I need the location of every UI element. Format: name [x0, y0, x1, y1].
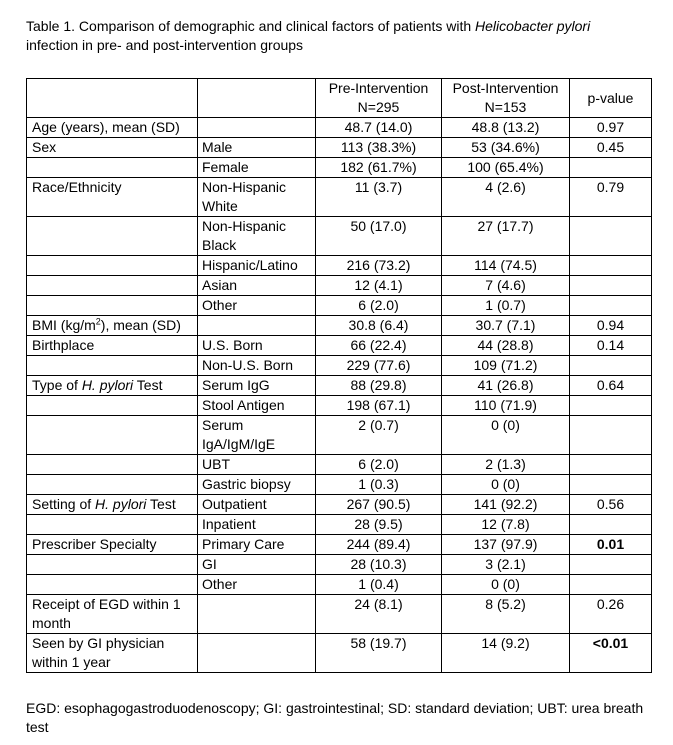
- table-row: [27, 356, 652, 376]
- pvalue-cell: 0.01: [570, 535, 652, 555]
- pvalue-cell: 0.45: [570, 138, 652, 158]
- table-row: [27, 376, 652, 396]
- pre-intervention-cell: 244 (89.4): [316, 535, 442, 555]
- factor-cell: [27, 276, 198, 296]
- pvalue-cell: [570, 217, 652, 256]
- table-row: [27, 336, 652, 356]
- pre-intervention-cell: 216 (73.2): [316, 256, 442, 276]
- table-row: [27, 256, 652, 276]
- post-intervention-cell: 0 (0): [442, 575, 570, 595]
- pre-intervention-cell: 1 (0.4): [316, 575, 442, 595]
- factor-cell: Sex: [27, 138, 198, 158]
- factor-cell: Race/Ethnicity: [27, 178, 198, 217]
- level-cell: [198, 316, 316, 336]
- level-cell: Gastric biopsy: [198, 475, 316, 495]
- table-row: [27, 118, 652, 138]
- pre-intervention-cell: 58 (19.7): [316, 634, 442, 673]
- factor-cell: [27, 256, 198, 276]
- table-row: [27, 575, 652, 595]
- pre-intervention-cell: 6 (2.0): [316, 296, 442, 316]
- table-footnote: EGD: esophagogastroduodenoscopy; GI: gastrointestinal; SD: standard deviation; UBT: urea breath test: [26, 700, 644, 735]
- post-intervention-cell: 7 (4.6): [442, 276, 570, 296]
- caption-prefix: Table 1. Comparison of demographic and clinical factors of patients with: [26, 18, 476, 34]
- pvalue-cell: [570, 276, 652, 296]
- pre-intervention-cell: 267 (90.5): [316, 495, 442, 515]
- factor-cell: [27, 416, 198, 455]
- pre-intervention-cell: 66 (22.4): [316, 336, 442, 356]
- factor-cell: Receipt of EGD within 1 month: [27, 595, 198, 634]
- level-cell: Inpatient: [198, 515, 316, 535]
- pvalue-cell: 0.94: [570, 316, 652, 336]
- table-row: [27, 555, 652, 575]
- post-intervention-cell: 2 (1.3): [442, 455, 570, 475]
- pvalue-cell: [570, 158, 652, 178]
- header-pre-intervention: [316, 79, 442, 118]
- post-intervention-cell: 48.8 (13.2): [442, 118, 570, 138]
- pvalue-cell: 0.64: [570, 376, 652, 396]
- factor-cell: Age (years), mean (SD): [27, 118, 198, 138]
- pvalue-cell: [570, 356, 652, 376]
- post-intervention-cell: 0 (0): [442, 416, 570, 455]
- post-intervention-cell: 14 (9.2): [442, 634, 570, 673]
- table-caption: [26, 17, 656, 55]
- factor-cell: [27, 158, 198, 178]
- level-cell: Non-Hispanic White: [198, 178, 316, 217]
- level-cell: GI: [198, 555, 316, 575]
- pre-intervention-cell: 113 (38.3%): [316, 138, 442, 158]
- level-cell: Other: [198, 296, 316, 316]
- pvalue-cell: [570, 515, 652, 535]
- table-row: [27, 475, 652, 495]
- post-intervention-cell: 12 (7.8): [442, 515, 570, 535]
- level-cell: Male: [198, 138, 316, 158]
- pre-intervention-cell: 11 (3.7): [316, 178, 442, 217]
- pre-intervention-cell: 50 (17.0): [316, 217, 442, 256]
- post-intervention-cell: 41 (26.8): [442, 376, 570, 396]
- factor-cell: [27, 356, 198, 376]
- table-row: [27, 178, 652, 217]
- level-cell: [198, 595, 316, 634]
- post-intervention-cell: 3 (2.1): [442, 555, 570, 575]
- pvalue-cell: [570, 416, 652, 455]
- comparison-table: [26, 78, 652, 673]
- pre-intervention-cell: 30.8 (6.4): [316, 316, 442, 336]
- post-intervention-cell: 27 (17.7): [442, 217, 570, 256]
- header-pvalue: p-value: [570, 79, 652, 118]
- pre-intervention-cell: 2 (0.7): [316, 416, 442, 455]
- table-row: [27, 515, 652, 535]
- level-cell: Outpatient: [198, 495, 316, 515]
- header-post-n: N=153: [484, 99, 527, 115]
- header-post-intervention: [442, 79, 570, 118]
- factor-cell: [27, 575, 198, 595]
- table-row: [27, 396, 652, 416]
- level-cell: Serum IgG: [198, 376, 316, 396]
- pre-intervention-cell: 1 (0.3): [316, 475, 442, 495]
- pvalue-cell: [570, 555, 652, 575]
- factor-cell: Type of H. pylori Test: [27, 376, 198, 396]
- pvalue-cell: 0.79: [570, 178, 652, 217]
- level-cell: [198, 118, 316, 138]
- pre-intervention-cell: 12 (4.1): [316, 276, 442, 296]
- pvalue-cell: 0.14: [570, 336, 652, 356]
- pre-intervention-cell: 182 (61.7%): [316, 158, 442, 178]
- factor-cell: [27, 217, 198, 256]
- pvalue-cell: [570, 475, 652, 495]
- post-intervention-cell: 110 (71.9): [442, 396, 570, 416]
- level-cell: Other: [198, 575, 316, 595]
- factor-cell: [27, 296, 198, 316]
- pre-intervention-cell: 28 (9.5): [316, 515, 442, 535]
- pvalue-cell: [570, 296, 652, 316]
- level-cell: Primary Care: [198, 535, 316, 555]
- pvalue-cell: 0.56: [570, 495, 652, 515]
- pvalue-cell: <0.01: [570, 634, 652, 673]
- pre-intervention-cell: 28 (10.3): [316, 555, 442, 575]
- level-cell: Hispanic/Latino: [198, 256, 316, 276]
- header-factor-cell: [27, 79, 198, 118]
- table-row: [27, 217, 652, 256]
- post-intervention-cell: 4 (2.6): [442, 178, 570, 217]
- level-cell: Female: [198, 158, 316, 178]
- factor-cell: BMI $(kg/m^2)$, mean (SD): [27, 316, 198, 336]
- table-row: [27, 416, 652, 455]
- post-intervention-cell: 8 (5.2): [442, 595, 570, 634]
- pre-intervention-cell: 198 (67.1): [316, 396, 442, 416]
- factor-cell: [27, 475, 198, 495]
- header-level-cell: [198, 79, 316, 118]
- pre-intervention-cell: 48.7 (14.0): [316, 118, 442, 138]
- pre-intervention-cell: 24 (8.1): [316, 595, 442, 634]
- table-row: [27, 276, 652, 296]
- factor-cell: [27, 555, 198, 575]
- post-intervention-cell: 100 (65.4%): [442, 158, 570, 178]
- factor-cell: [27, 515, 198, 535]
- table-row: [27, 158, 652, 178]
- pvalue-cell: [570, 455, 652, 475]
- table-row: [27, 495, 652, 515]
- post-intervention-cell: 109 (71.2): [442, 356, 570, 376]
- post-intervention-cell: 30.7 (7.1): [442, 316, 570, 336]
- level-cell: Non-Hispanic Black: [198, 217, 316, 256]
- level-cell: Asian: [198, 276, 316, 296]
- factor-cell: [27, 455, 198, 475]
- level-cell: UBT: [198, 455, 316, 475]
- caption-organism: Helicobacter pylori: [475, 18, 591, 34]
- level-cell: [198, 634, 316, 673]
- post-intervention-cell: 44 (28.8): [442, 336, 570, 356]
- header-pre-n: N=295: [357, 99, 400, 115]
- table-row: [27, 535, 652, 555]
- pre-intervention-cell: 6 (2.0): [316, 455, 442, 475]
- post-intervention-cell: 53 (34.6%): [442, 138, 570, 158]
- table-row: [27, 455, 652, 475]
- header-post-label: Post-Intervention: [452, 80, 559, 96]
- factor-cell: [27, 396, 198, 416]
- post-intervention-cell: 114 (74.5): [442, 256, 570, 276]
- pre-intervention-cell: 88 (29.8): [316, 376, 442, 396]
- level-cell: U.S. Born: [198, 336, 316, 356]
- pvalue-cell: 0.26: [570, 595, 652, 634]
- level-cell: Serum IgA/IgM/IgE: [198, 416, 316, 455]
- factor-cell: Birthplace: [27, 336, 198, 356]
- factor-cell: Setting of H. pylori Test: [27, 495, 198, 515]
- table-row: [27, 316, 652, 336]
- pvalue-cell: 0.97: [570, 118, 652, 138]
- pvalue-cell: [570, 396, 652, 416]
- table-header-row: [27, 79, 652, 118]
- table-row: [27, 595, 652, 634]
- post-intervention-cell: 141 (92.2): [442, 495, 570, 515]
- post-intervention-cell: 1 (0.7): [442, 296, 570, 316]
- table-row: [27, 634, 652, 673]
- level-cell: Stool Antigen: [198, 396, 316, 416]
- pre-intervention-cell: 229 (77.6): [316, 356, 442, 376]
- post-intervention-cell: 0 (0): [442, 475, 570, 495]
- pvalue-cell: [570, 575, 652, 595]
- factor-cell: Prescriber Specialty: [27, 535, 198, 555]
- level-cell: Non-U.S. Born: [198, 356, 316, 376]
- table-row: [27, 296, 652, 316]
- post-intervention-cell: 137 (97.9): [442, 535, 570, 555]
- factor-cell: Seen by GI physician within 1 year: [27, 634, 198, 673]
- header-pre-label: Pre-Intervention: [328, 80, 429, 96]
- table-row: [27, 138, 652, 158]
- caption-suffix: infection in pre- and post-intervention groups: [26, 37, 304, 53]
- pvalue-cell: [570, 256, 652, 276]
